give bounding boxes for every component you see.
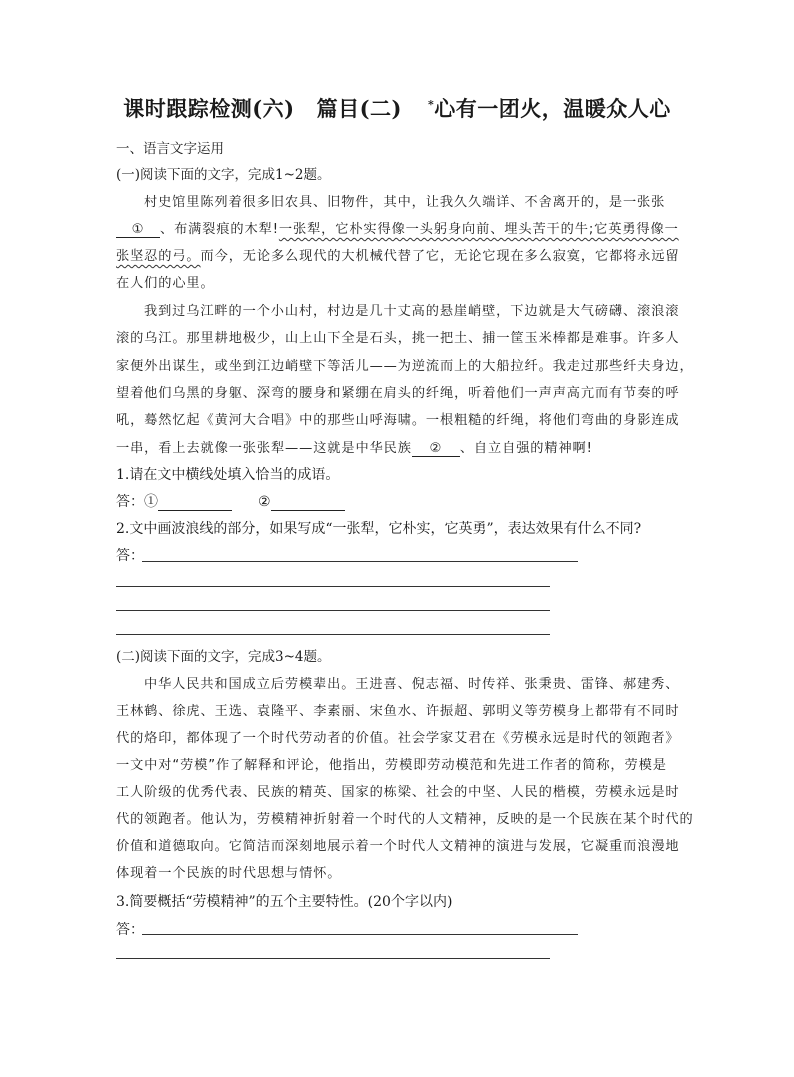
passage1-p2-line1: 我到过乌江畔的一个小山村，村边是几十丈高的悬崖峭壁，下边就是大气磅礴、滚浪滚 [144, 304, 680, 319]
title-part3-wrap [428, 96, 671, 121]
passage2-line3: 代的烙印，都体现了一个时代劳动者的价值。社会学家艾君在《劳模永远是时代的领跑者》 [116, 731, 680, 746]
answer-line[interactable] [142, 561, 578, 562]
passage1-p1-line2 [116, 218, 679, 238]
question-1: 1.请在文中横线处填入恰当的成语。 [116, 467, 340, 483]
passage2-line1: 中华人民共和国成立后劳模辈出。王进喜、倪志福、时传祥、张秉贵、雷锋、郝建秀、 [144, 677, 680, 692]
answer-blank-2[interactable] [271, 494, 345, 511]
passage2-line2: 王林鹤、徐虎、王选、袁隆平、李素丽、宋鱼水、许振超、郭明义等劳模身上都带有不同时 [116, 704, 680, 719]
passage1-p2-line5: 吼，蓦然忆起《黄河大合唱》中的那些山呼海啸。一根粗糙的纤绳，将他们弯曲的身影连成 [116, 413, 680, 428]
passage1-p2-line6-b: 、自立自强的精神啊! [459, 441, 593, 456]
page-title [0, 93, 794, 123]
passage2-line5: 工人阶级的优秀代表、民族的精英、国家的栋梁、社会的中坚、人民的楷模，劳模永远是时 [116, 785, 680, 800]
title-mark: * [427, 98, 435, 111]
blank-2: ② [412, 441, 460, 457]
passage1-p1-line3-rest: 而今，无论多么现代的大机械代替了它，无论它现在多么寂寞，它都将永远留 [200, 249, 680, 264]
answer-label: 答： [116, 494, 144, 510]
passage1-p2-line3: 家便外出谋生，或坐到江边峭壁下等活儿——为逆流而上的大船拉纤。我走过那些纤夫身边， [116, 359, 694, 374]
wavy-underlined-text-2: 张坚忍的弓。 [116, 249, 201, 264]
answer-blank-2-label: ② [258, 494, 271, 510]
passage1-p1-line1: 村史馆里陈列着很多旧农具、旧物件，其中，让我久久端详、不舍离开的，是一张张 [144, 195, 666, 210]
question-2-answer-label: 答： [116, 548, 144, 564]
answer-line[interactable] [142, 934, 578, 935]
answer-blank-1[interactable] [158, 494, 232, 511]
passage1-p1-line4: 在人们的心里。 [116, 276, 215, 291]
sub1-heading: (一)阅读下面的文字，完成1~2题。 [116, 167, 331, 183]
passage1-p2-line4: 望着他们乌黑的身躯、深弯的腰身和紧绷在肩头的纤绳，听着他们一声声高亢而有节奏的呼 [116, 386, 680, 401]
answer-line[interactable] [116, 634, 550, 635]
blank-1: ① [116, 222, 160, 238]
answer-line[interactable] [116, 958, 550, 959]
section1-heading: 一、语言文字运用 [116, 141, 224, 157]
question-3: 3.简要概括“劳模精神”的五个主要特性。(20个字以内) [116, 894, 453, 910]
passage1-p2-line6 [116, 437, 593, 457]
passage2-line6: 代的领跑者。他认为，劳模精神折射着一个时代的人文精神，反映的是一个民族在某个时代的 [116, 812, 694, 827]
answer-line[interactable] [116, 610, 550, 611]
question-2: 2.文中画波浪线的部分，如果写成“一张犁，它朴实，它英勇”，表达效果有什么不同? [116, 521, 642, 537]
question-3-answer-label: 答： [116, 922, 144, 938]
question-1-answer [116, 491, 345, 511]
title-part2: 篇目(二) [316, 96, 402, 121]
passage2-line7: 价值和道德取向。它简洁而深刻地展示着一个时代人文精神的演进与发展，它凝重而浪漫地 [116, 839, 680, 854]
wavy-underlined-text-1: 一张犁，它朴实得像一头躬身向前、埋头苦干的牛;它英勇得像一 [278, 222, 679, 237]
passage2-line4: 一文中对“劳模”作了解释和评论，他指出，劳模即劳动模范和先进工作者的简称，劳模是 [116, 758, 667, 773]
passage1-p1-line2-text: 、布满裂痕的木犁! [160, 222, 279, 237]
answer-line[interactable] [116, 586, 550, 587]
passage1-p2-line6-a: 一串，看上去就像一张张犁——这就是中华民族 [116, 441, 412, 456]
title-part3: 心有一团火，温暖众人心 [434, 96, 671, 121]
passage1-p1-line3 [116, 245, 680, 264]
answer-blank-1-label: ① [144, 494, 158, 510]
passage2-line8: 体现着一个民族的时代思想与情怀。 [116, 866, 342, 881]
title-part1: 课时跟踪检测(六) [123, 96, 295, 121]
sub2-heading: (二)阅读下面的文字，完成3~4题。 [116, 649, 331, 665]
passage1-p2-line2: 滚的乌江。那里耕地极少，山上山下全是石头，挑一把土、捕一筐玉米棒都是难事。许多人 [116, 331, 680, 346]
